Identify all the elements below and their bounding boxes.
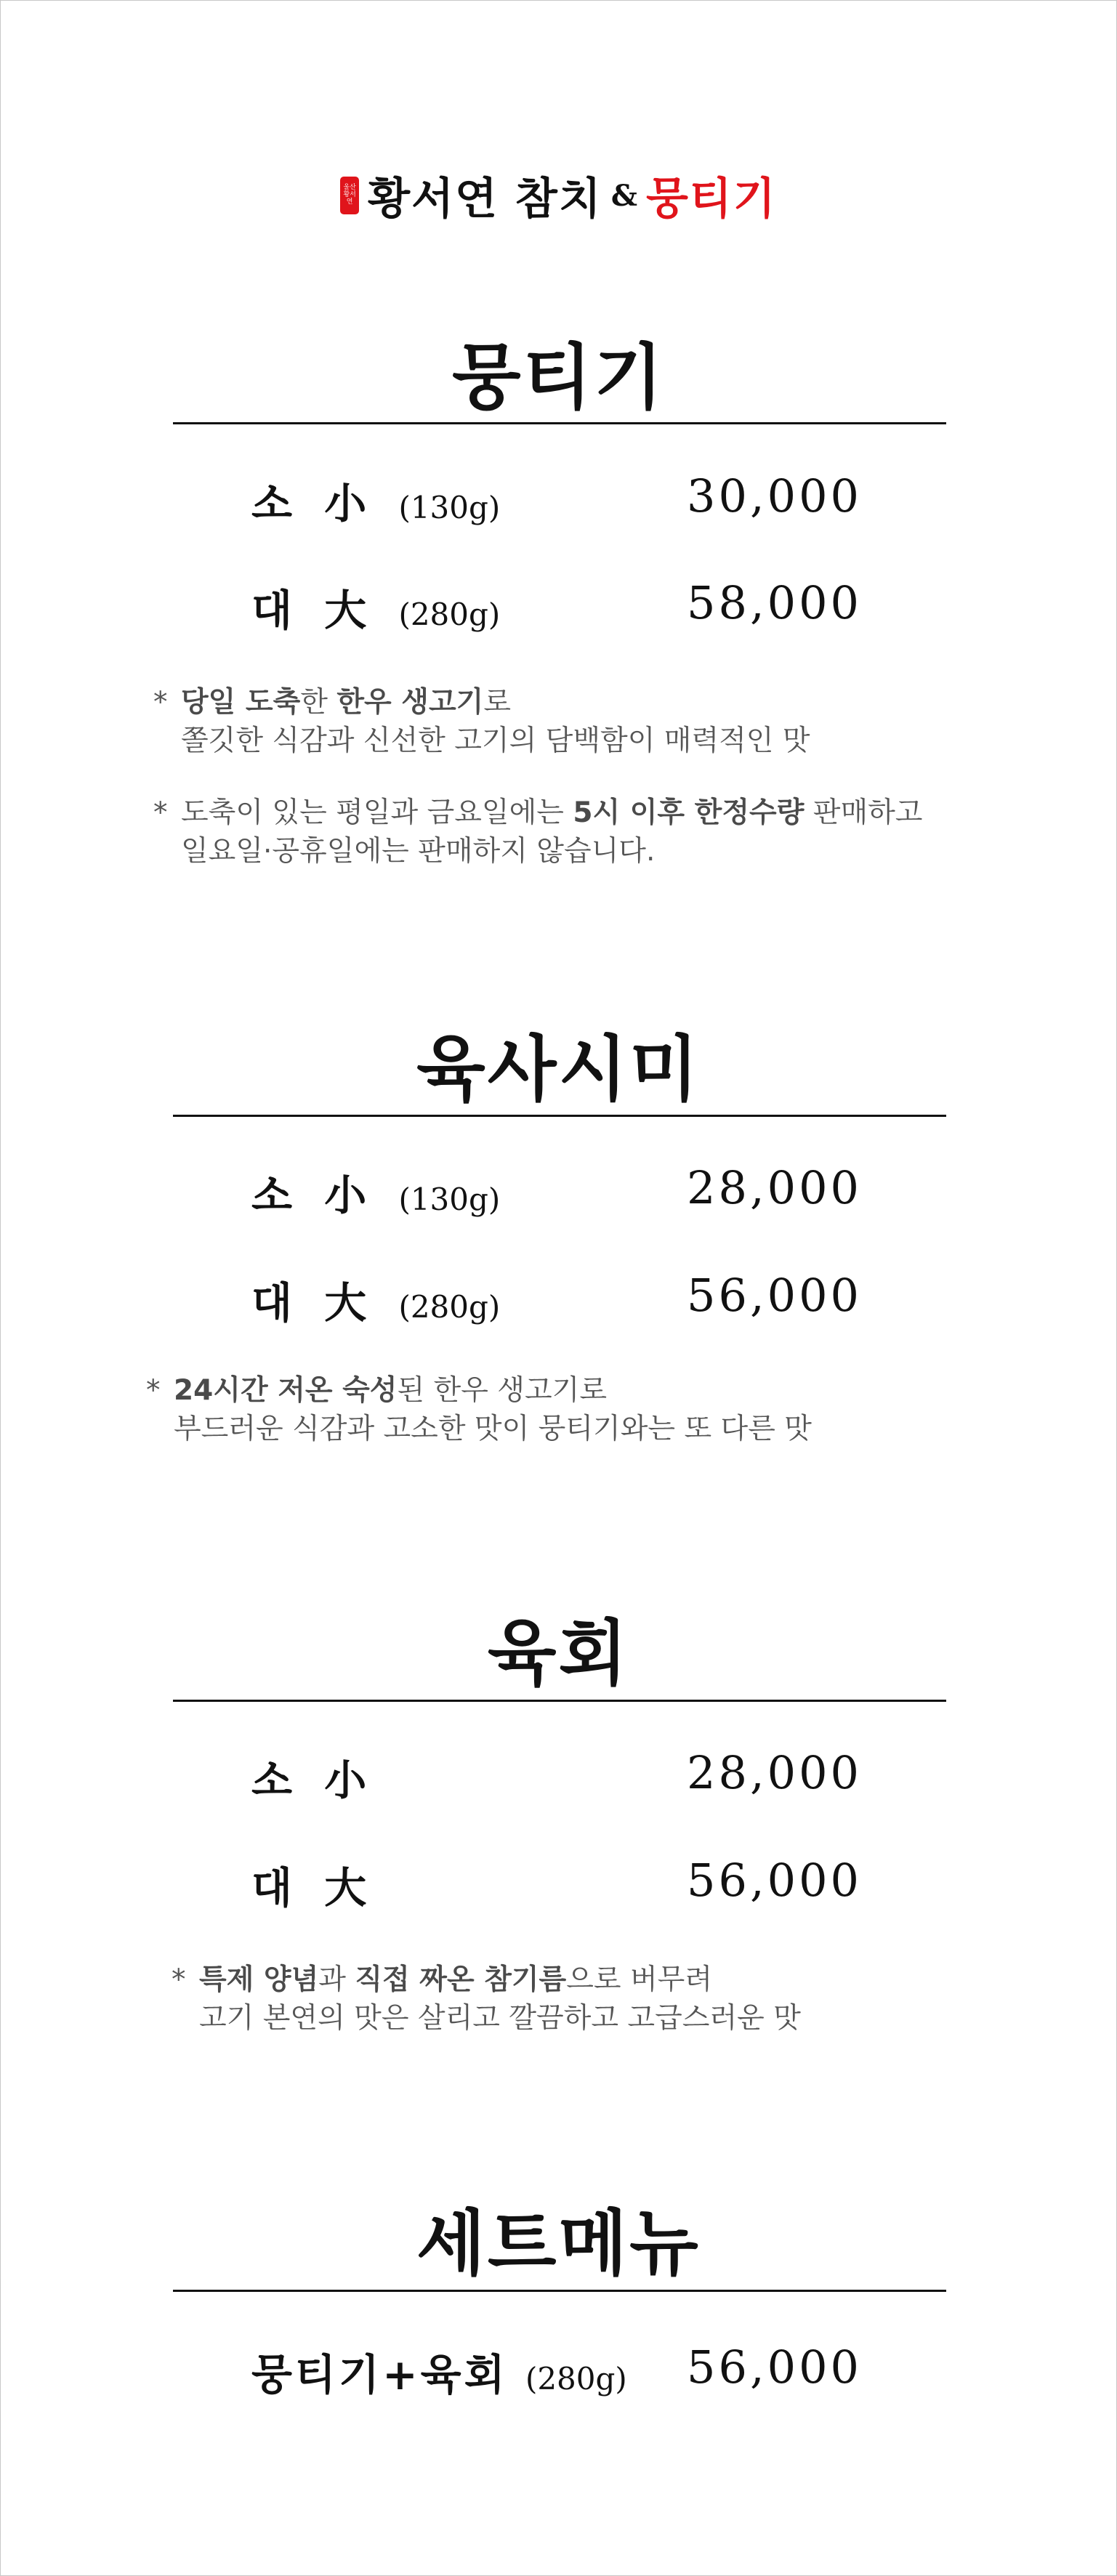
item-note: * 특제 양념과 직접 짜온 참기름으로 버무려 고기 본연의 맛은 살리고 깔끔하고 고급스러운 맛 xyxy=(172,1963,801,2035)
item-price: 56,000 xyxy=(687,1269,862,1322)
item-note: * 24시간 저온 숙성된 한우 생고기로 부드러운 식감과 고소한 맛이 뭉티기와는 또 다른 맛 xyxy=(146,1374,812,1445)
logo-seal: 울산황서연 xyxy=(340,177,359,214)
section-divider xyxy=(173,2290,946,2292)
item-price: 56,000 xyxy=(687,2341,862,2394)
section-title: 육사시미 xyxy=(416,1028,701,1111)
item-price: 30,000 xyxy=(687,469,862,522)
item-name: 대 大 (280g) xyxy=(251,586,501,635)
item-size: (130g) xyxy=(398,1182,501,1217)
menu-item xyxy=(1,576,1116,634)
item-name: 소 小 (130g) xyxy=(251,479,501,528)
item-note: * 도축이 있는 평일과 금요일에는 5시 이후 한정수량 판매하고 일요일·공휴일에는 판매하지 않습니다. xyxy=(153,796,923,868)
item-size: (280g) xyxy=(525,2361,627,2397)
item-name: 소 小 (130g) xyxy=(251,1171,501,1220)
item-size: (280g) xyxy=(398,597,501,632)
item-size: (130g) xyxy=(398,490,501,525)
item-name: 소 小 xyxy=(251,1756,376,1805)
item-price: 28,000 xyxy=(687,1746,862,1799)
logo-ampersand: & xyxy=(610,178,637,213)
section-title: 세트메뉴 xyxy=(416,2202,701,2285)
menu-item xyxy=(1,1854,1116,1912)
section-divider xyxy=(173,422,946,424)
menu-item xyxy=(1,1746,1116,1804)
menu-item xyxy=(1,2341,1116,2399)
section-title: 육회 xyxy=(487,1612,630,1695)
section-divider xyxy=(173,1115,946,1117)
item-name: 뭉티기+육회 (280g) xyxy=(251,2350,627,2399)
section-title: 뭉티기 xyxy=(451,336,665,419)
section-divider xyxy=(173,1700,946,1702)
item-name: 대 大 xyxy=(251,1863,376,1913)
brand-logo xyxy=(1,164,1116,227)
menu-item xyxy=(1,1269,1116,1327)
item-price: 28,000 xyxy=(687,1161,862,1214)
item-name: 대 大 (280g) xyxy=(251,1278,501,1328)
menu-item xyxy=(1,469,1116,528)
item-note: * 당일 도축한 한우 생고기로 쫄깃한 식감과 신선한 고기의 담백함이 매력적인 맛 xyxy=(153,686,810,757)
item-price: 56,000 xyxy=(687,1854,862,1907)
menu-item xyxy=(1,1161,1116,1219)
logo-subtitle: 뭉티기 xyxy=(645,174,777,225)
item-price: 58,000 xyxy=(687,576,862,629)
logo-name: 황서연 참치 xyxy=(368,174,602,225)
item-size: (280g) xyxy=(398,1289,501,1325)
